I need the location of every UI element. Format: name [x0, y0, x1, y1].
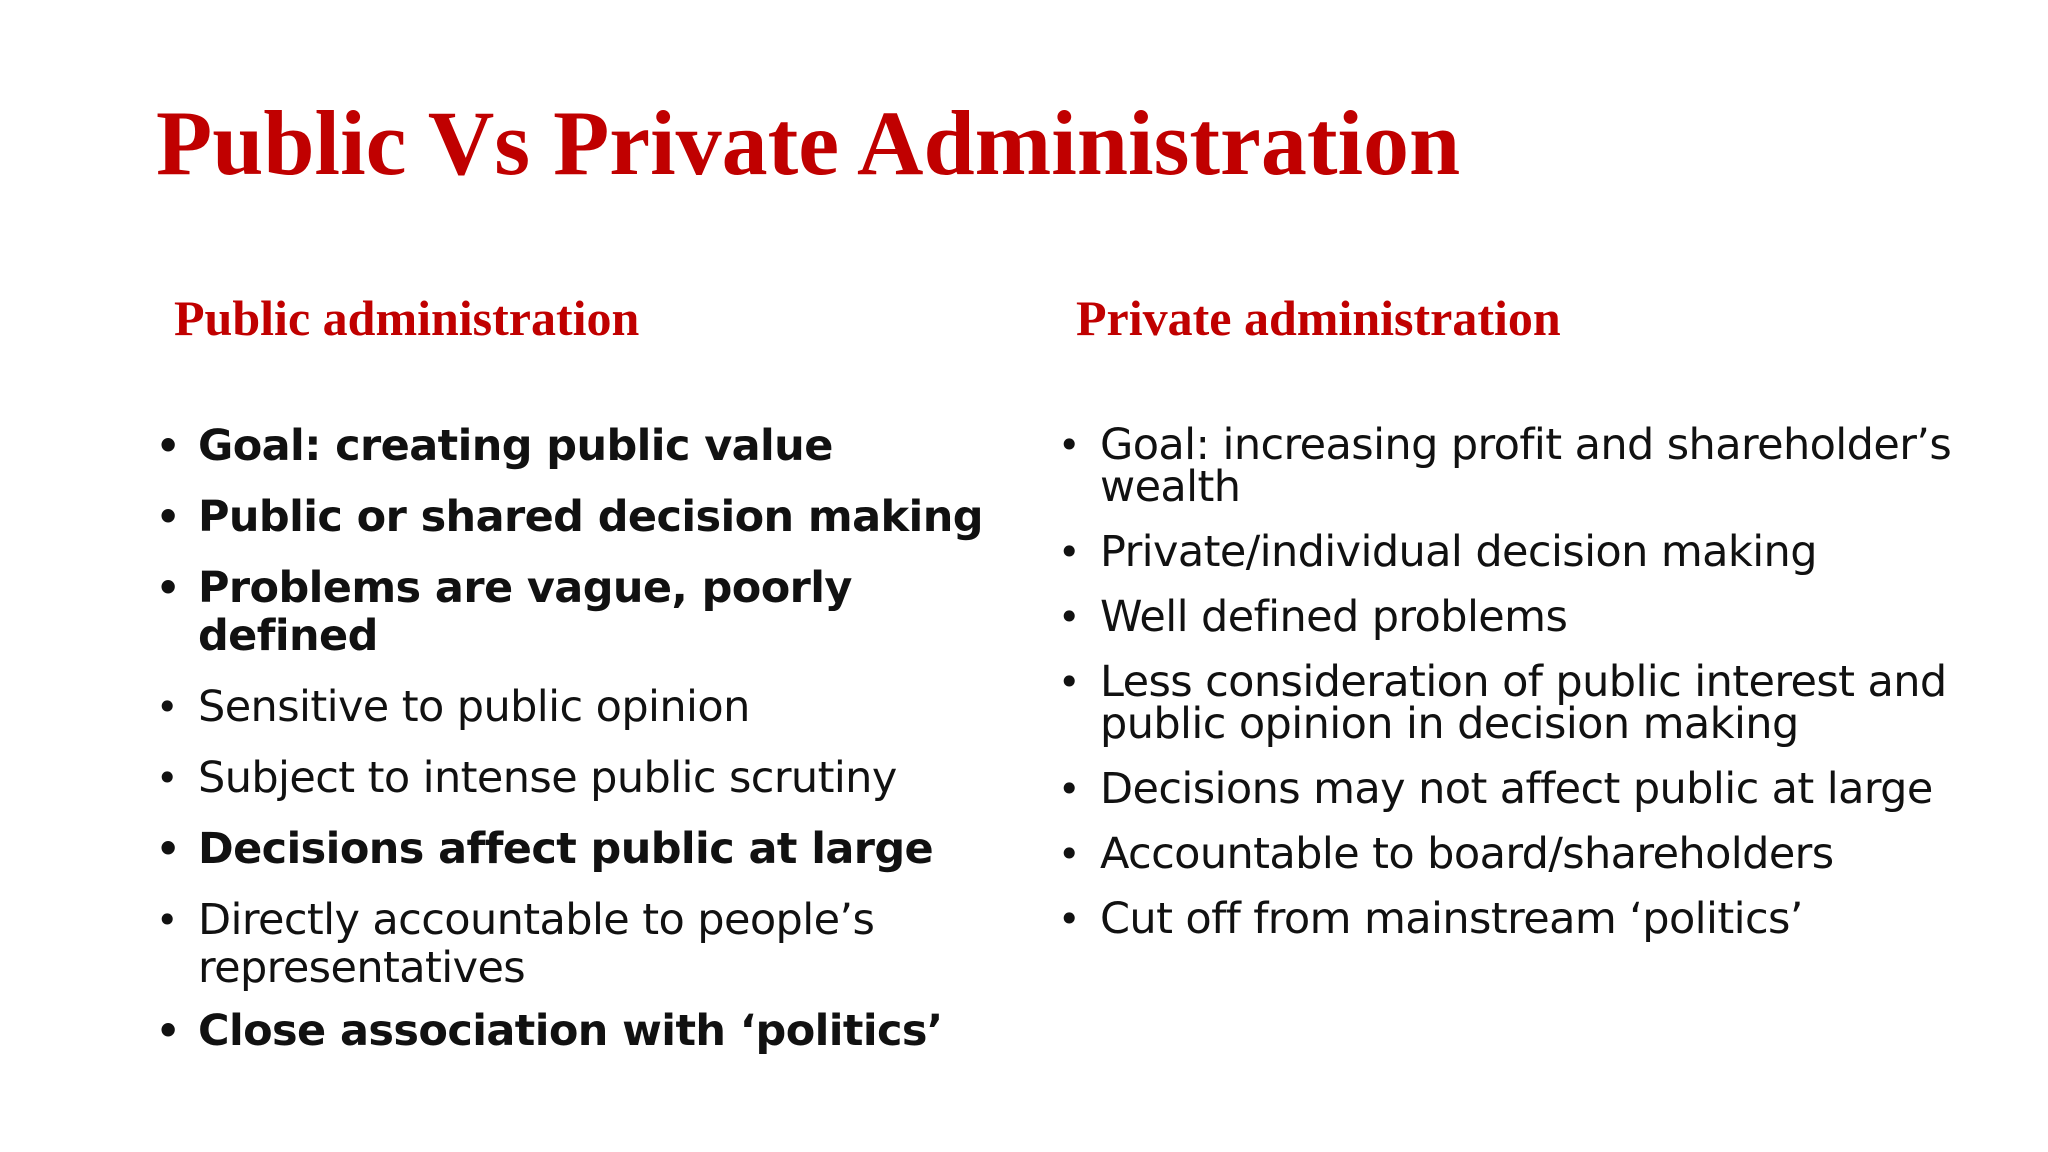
bullet-icon: • [156, 827, 180, 871]
bullet-icon: • [1058, 767, 1080, 811]
list-item-text: Decisions affect public at large [198, 824, 934, 874]
bullet-icon: • [1058, 660, 1080, 704]
private-administration-heading: Private administration [1076, 290, 1561, 346]
bullet-icon: • [1058, 897, 1080, 941]
bullet-icon: • [1058, 595, 1080, 639]
private-administration-list [1058, 420, 1998, 963]
list-item [1058, 894, 1998, 944]
list-item [1058, 764, 1998, 814]
list-item [156, 1007, 1016, 1055]
bullet-icon: • [156, 424, 180, 468]
bullet-icon: • [1058, 423, 1080, 467]
list-item-text: Accountable to board/shareholders [1100, 829, 1834, 879]
list-item [1058, 420, 1998, 512]
list-item-text: Decisions may not affect public at large [1100, 764, 1933, 814]
list-item-text: Less consideration of public interest and public opinion in decision making [1100, 657, 1947, 749]
list-item [1058, 829, 1998, 879]
list-item-text: Well defined problems [1100, 592, 1568, 642]
list-item-text: Close association with ‘politics’ [198, 1006, 943, 1056]
list-item-text: Problems are vague, poorly defined [198, 563, 852, 661]
list-item [1058, 527, 1998, 577]
list-item [156, 683, 1016, 731]
list-item [156, 754, 1016, 802]
list-item [156, 825, 1016, 873]
bullet-icon: • [156, 495, 180, 539]
list-item [1058, 592, 1998, 642]
bullet-icon: • [156, 566, 180, 610]
list-item-text: Sensitive to public opinion [198, 682, 750, 732]
list-item-text: Directly accountable to people’s representatives [198, 895, 875, 993]
list-item [156, 493, 1016, 541]
bullet-icon: • [156, 756, 178, 800]
list-item-text: Public or shared decision making [198, 492, 983, 542]
list-item [1058, 657, 1998, 749]
list-item-text: Goal: creating public value [198, 421, 833, 471]
list-item [156, 896, 1016, 992]
bullet-icon: • [156, 685, 178, 729]
list-item [156, 422, 1016, 470]
public-administration-list [156, 422, 1016, 1078]
bullet-icon: • [156, 1009, 180, 1053]
bullet-icon: • [156, 898, 178, 942]
list-item-text: Private/individual decision making [1100, 527, 1817, 577]
public-administration-heading: Public administration [174, 290, 640, 346]
list-item-text: Goal: increasing profit and shareholder’s wealth [1100, 420, 1952, 512]
bullet-icon: • [1058, 530, 1080, 574]
bullet-icon: • [1058, 832, 1080, 876]
slide-title: Public Vs Private Administration [156, 92, 1461, 194]
list-item-text: Cut off from mainstream ‘politics’ [1100, 894, 1803, 944]
list-item [156, 564, 1016, 660]
list-item-text: Subject to intense public scrutiny [198, 753, 897, 803]
